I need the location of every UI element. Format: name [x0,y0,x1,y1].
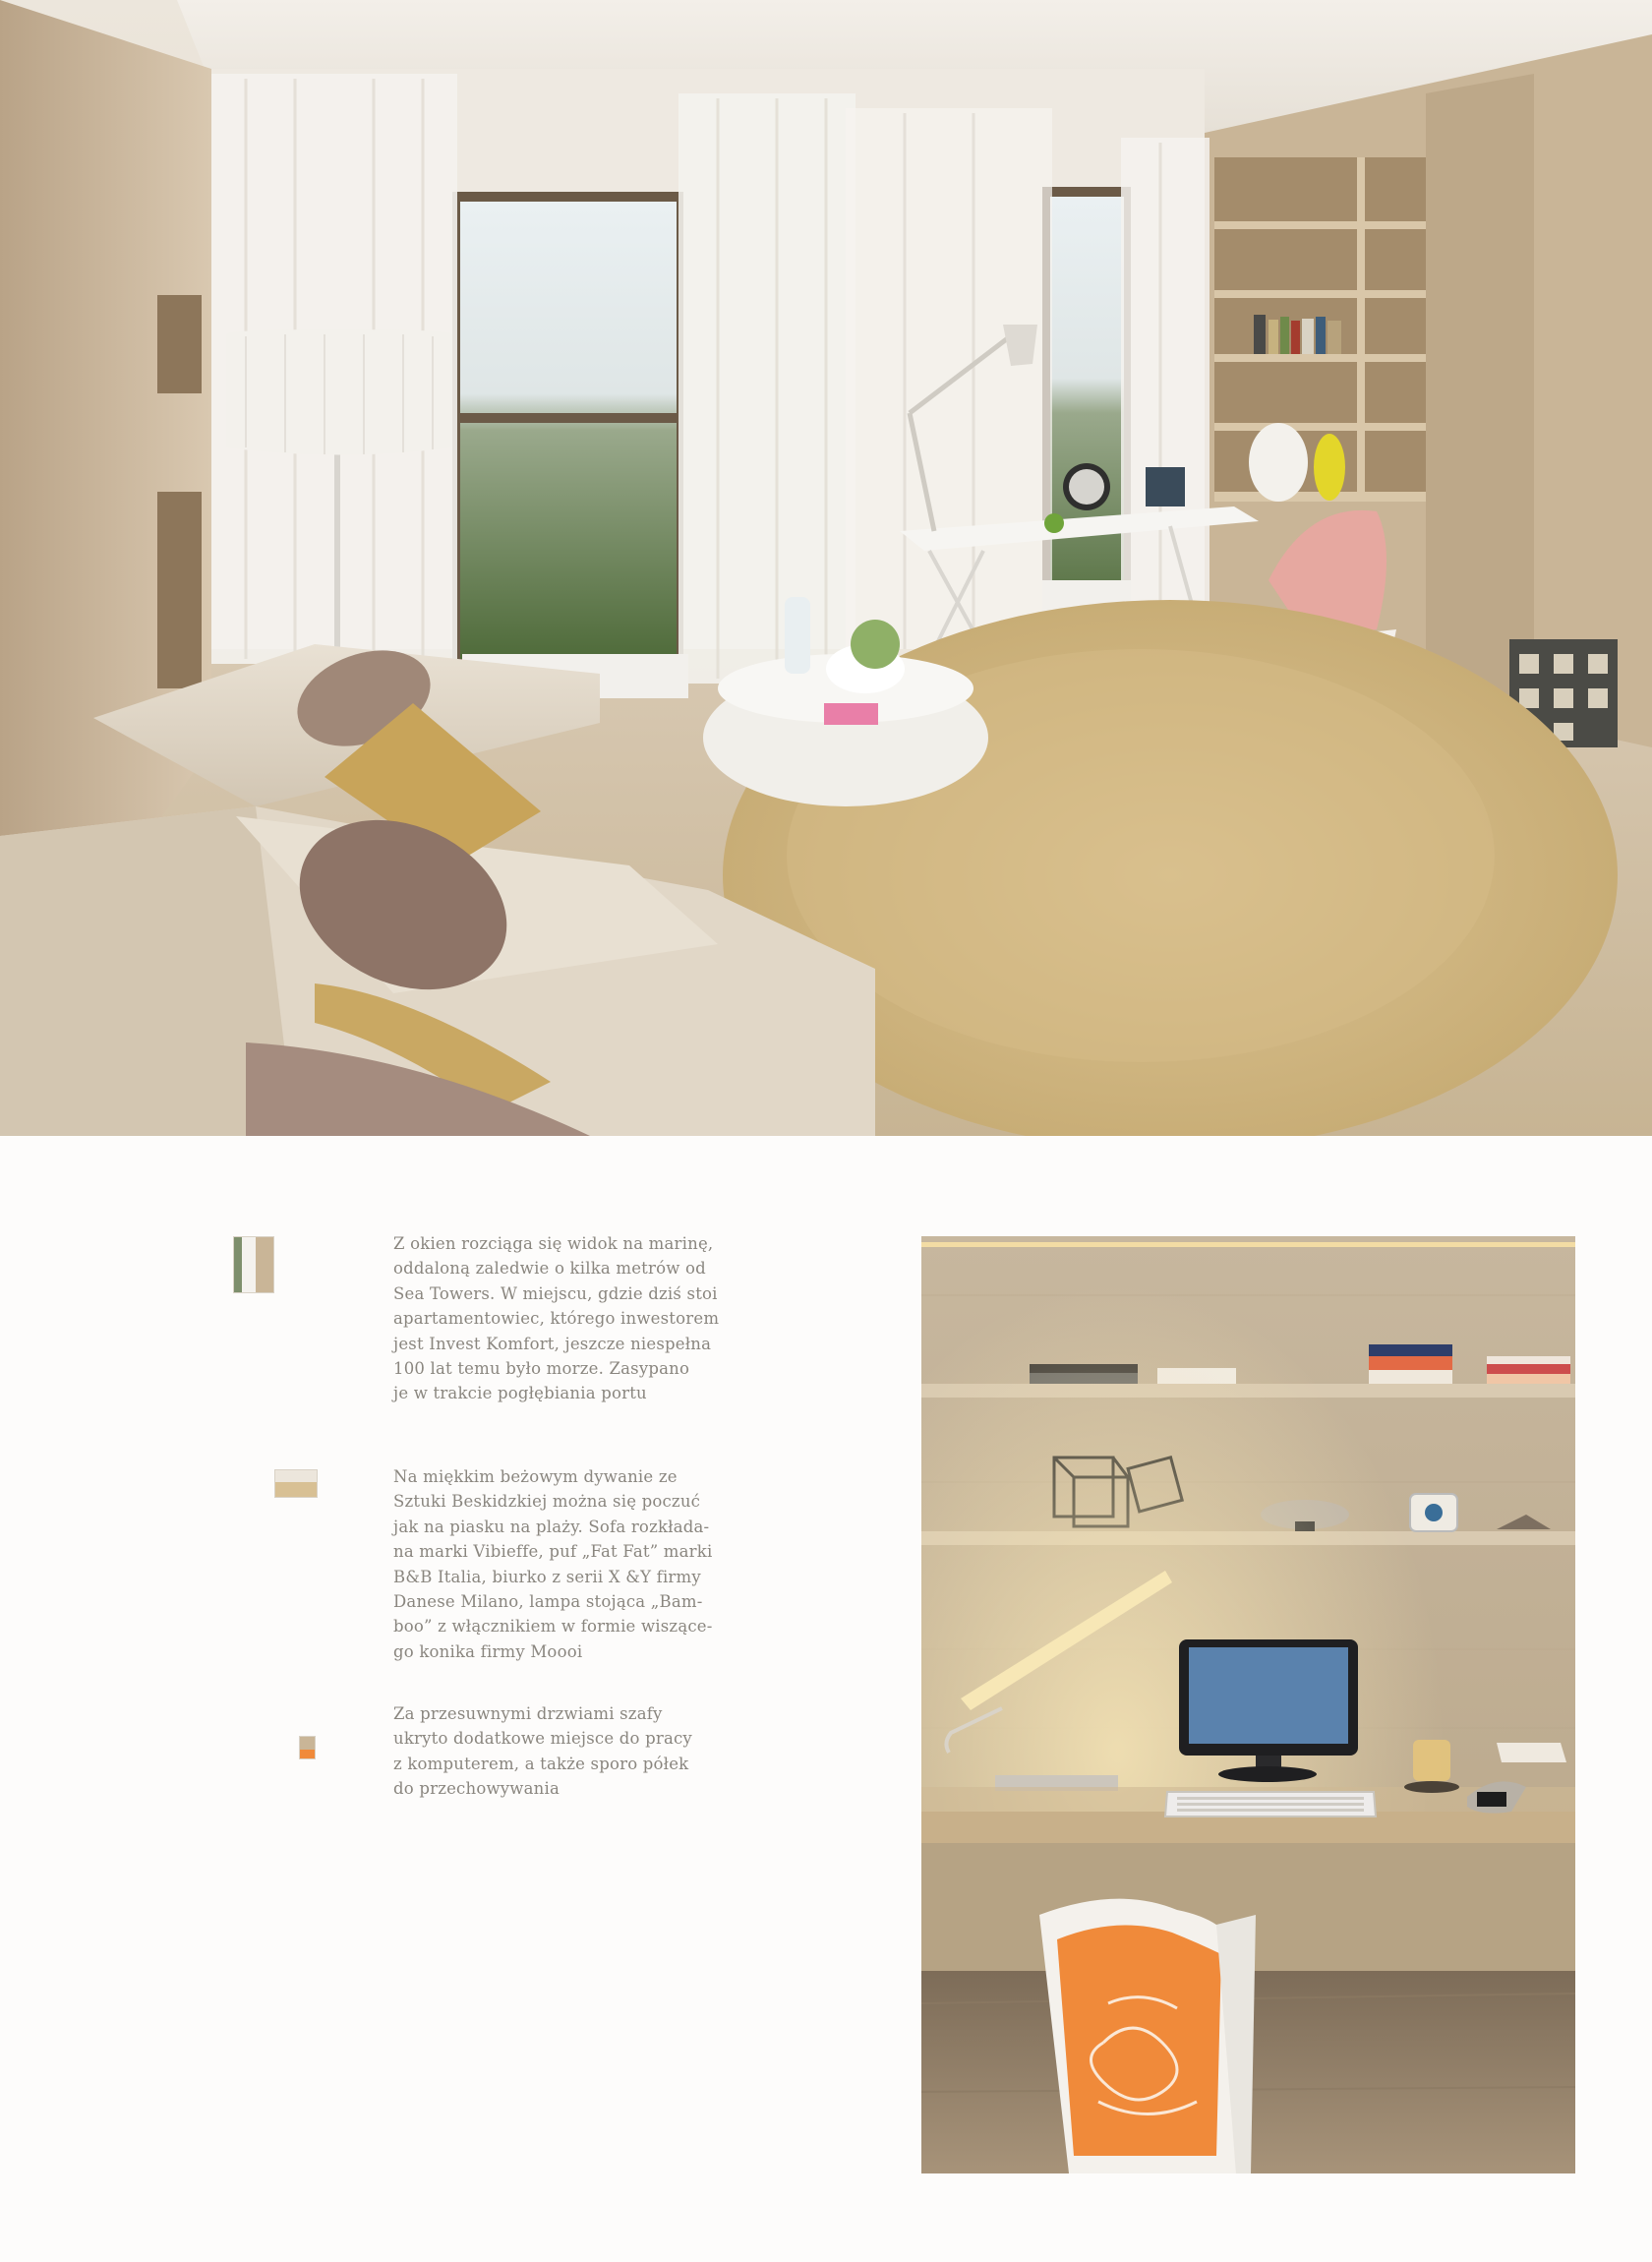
caption-2 [393,1464,733,1664]
caption-line: Z okien rozciąga się widok na marinę, [393,1234,714,1253]
caption-line: apartamentowiec, którego inwestorem [393,1309,720,1329]
thumb-living-room-1 [233,1236,274,1293]
caption-line: B&B Italia, biurko z serii X &Y firmy [393,1567,701,1586]
caption-line: Sea Towers. W miejscu, gdzie dziś stoi [393,1283,718,1303]
caption-line: Na miękkim beżowym dywanie ze [393,1467,678,1486]
caption-line: na marki Vibieffe, puf „Fat Fat” marki [393,1542,713,1562]
caption-line: z komputerem, a także sporo półek [393,1754,689,1773]
caption-1 [393,1231,733,1406]
caption-line: go konika firmy Moooi [393,1641,583,1661]
caption-line: Sztuki Beskidzkiej można się poczuć [393,1492,701,1512]
caption-3 [393,1701,733,1802]
caption-line: Danese Milano, lampa stojąca „Bam- [393,1592,703,1612]
caption-line: boo” z włącznikiem w formie wiszące- [393,1617,713,1637]
caption-line: 100 lat temu było morze. Zasypano [393,1359,690,1379]
hidden-office-photo [921,1236,1575,2173]
thumb-living-room-2 [274,1469,318,1498]
caption-line: je w trakcie pogłębiania portu [393,1384,647,1403]
thumb-office [299,1736,316,1759]
caption-line: jak na piasku na plaży. Sofa rozkłada- [393,1517,710,1536]
caption-line: ukryto dodatkowe miejsce do pracy [393,1729,692,1749]
caption-line: oddaloną zaledwie o kilka metrów od [393,1259,706,1279]
caption-line: jest Invest Komfort, jeszcze niespełna [393,1334,712,1353]
caption-line: do przechowywania [393,1779,560,1799]
caption-line: Za przesuwnymi drzwiami szafy [393,1704,663,1723]
